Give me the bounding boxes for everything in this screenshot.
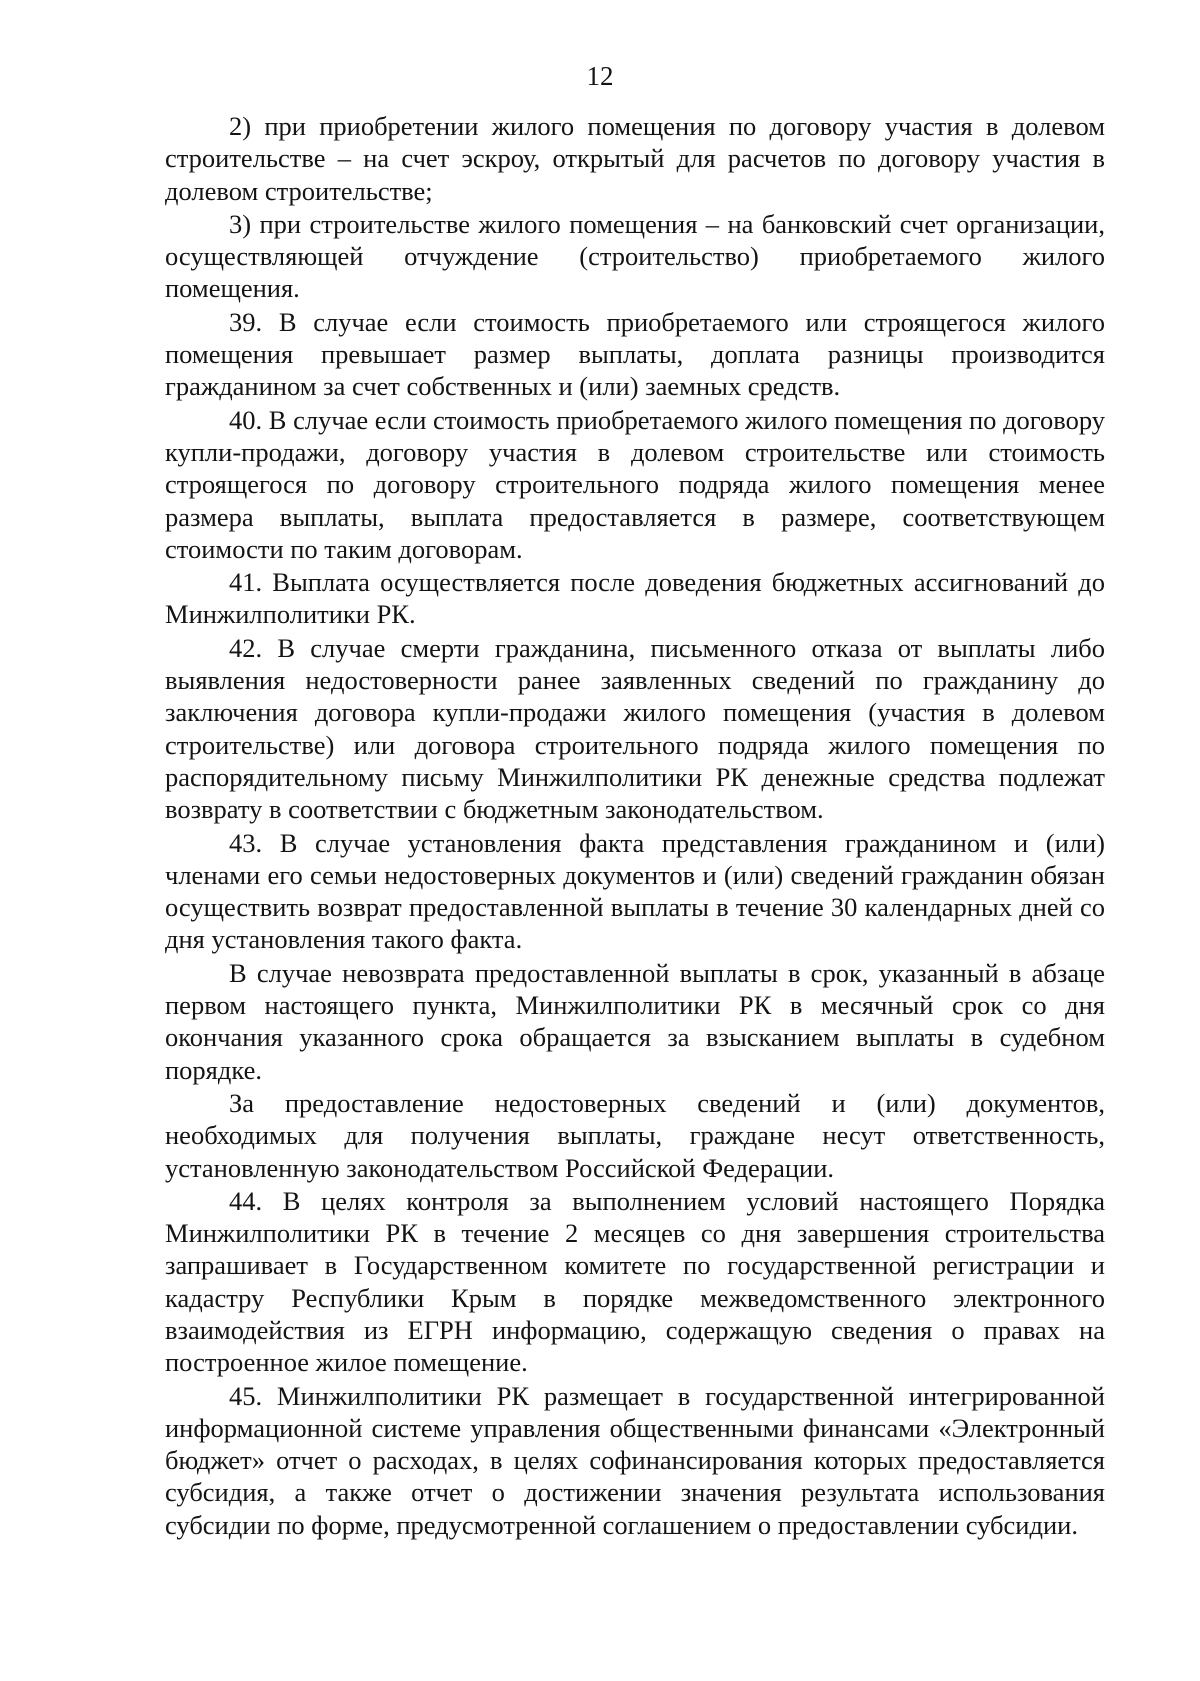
paragraph-43-abzac-2: В случае невозврата предоставленной выплаты в срок, указанный в абзаце первом настоящего пункта, Минжилполитики РК в месячный срок со дня окончания указанного срока обращается за взысканием выплаты в судебном порядке. — [165, 957, 1105, 1085]
paragraph-subitem-2: 2) при приобретении жилого помещения по договору участия в долевом строительстве – на счет эскроу, открытый для расчетов по договору участия в долевом строительстве; — [165, 111, 1105, 206]
paragraph-44: 44. В целях контроля за выполнением условий настоящего Порядка Минжилполитики РК в течение 2 месяцев со дня завершения строительства запрашивает в Государственном комитете по государственной регистрации и кадастру Республики Крым в порядке межведомственного электронного взаимодействия из ЕГРН информацию, содержащую сведения о правах на построенное жилое помещение. — [165, 1185, 1105, 1378]
paragraph-subitem-3: 3) при строительстве жилого помещения – на банковский счет организации, осуществляющей отчуждение (строительство) приобретаемого жилого помещения. — [165, 208, 1105, 304]
paragraph-42: 42. В случае смерти гражданина, письменного отказа от выплаты либо выявления недостоверности ранее заявленных сведений по гражданину до заключения договора купли-продажи жилого помещения (участия в долевом строительстве) или договора строительного подряда жилого помещения по распорядительному письму Минжилполитики РК денежные средства подлежат возврату в соответствии с бюджетным законодательством. — [165, 632, 1105, 825]
paragraph-43: 43. В случае установления факта представления гражданином и (или) членами его семьи недостоверных документов и (или) сведений гражданин обязан осуществить возврат предоставленной выплаты в течение 30 календарных дней со дня установления такого факта. — [165, 827, 1105, 955]
paragraph-40: 40. В случае если стоимость приобретаемого жилого помещения по договору купли-продажи, договору участия в долевом строительстве или стоимость строящегося по договору строительного подряда жилого помещения менее размера выплаты, выплата предоставляется в размере, соответствующем стоимости по таким договорам. — [165, 404, 1105, 564]
paragraph-43-abzac-3: За предоставление недостоверных сведений и (или) документов, необходимых для получения выплаты, граждане несут ответственность, установленную законодательством Российской Федерации. — [165, 1087, 1105, 1183]
paragraph-41: 41. Выплата осуществляется после доведения бюджетных ассигнований до Минжилполитики РК. — [165, 567, 1105, 630]
paragraph-45: 45. Минжилполитики РК размещает в государственной интегрированной информационной системе управления общественными финансами «Электронный бюджет» отчет о расходах, в целях софинансирования которых предоставляется субсидия, а также отчет о достижении значения результата использования субсидии по форме, предусмотренной соглашением о предоставлении субсидии. — [165, 1380, 1105, 1540]
document-body — [165, 110, 1105, 1541]
paragraph-39: 39. В случае если стоимость приобретаемого или строящегося жилого помещения превышает размер выплаты, доплата разницы производится гражданином за счет собственных и (или) заемных средств. — [165, 306, 1105, 402]
page-number: 12 — [586, 61, 614, 91]
